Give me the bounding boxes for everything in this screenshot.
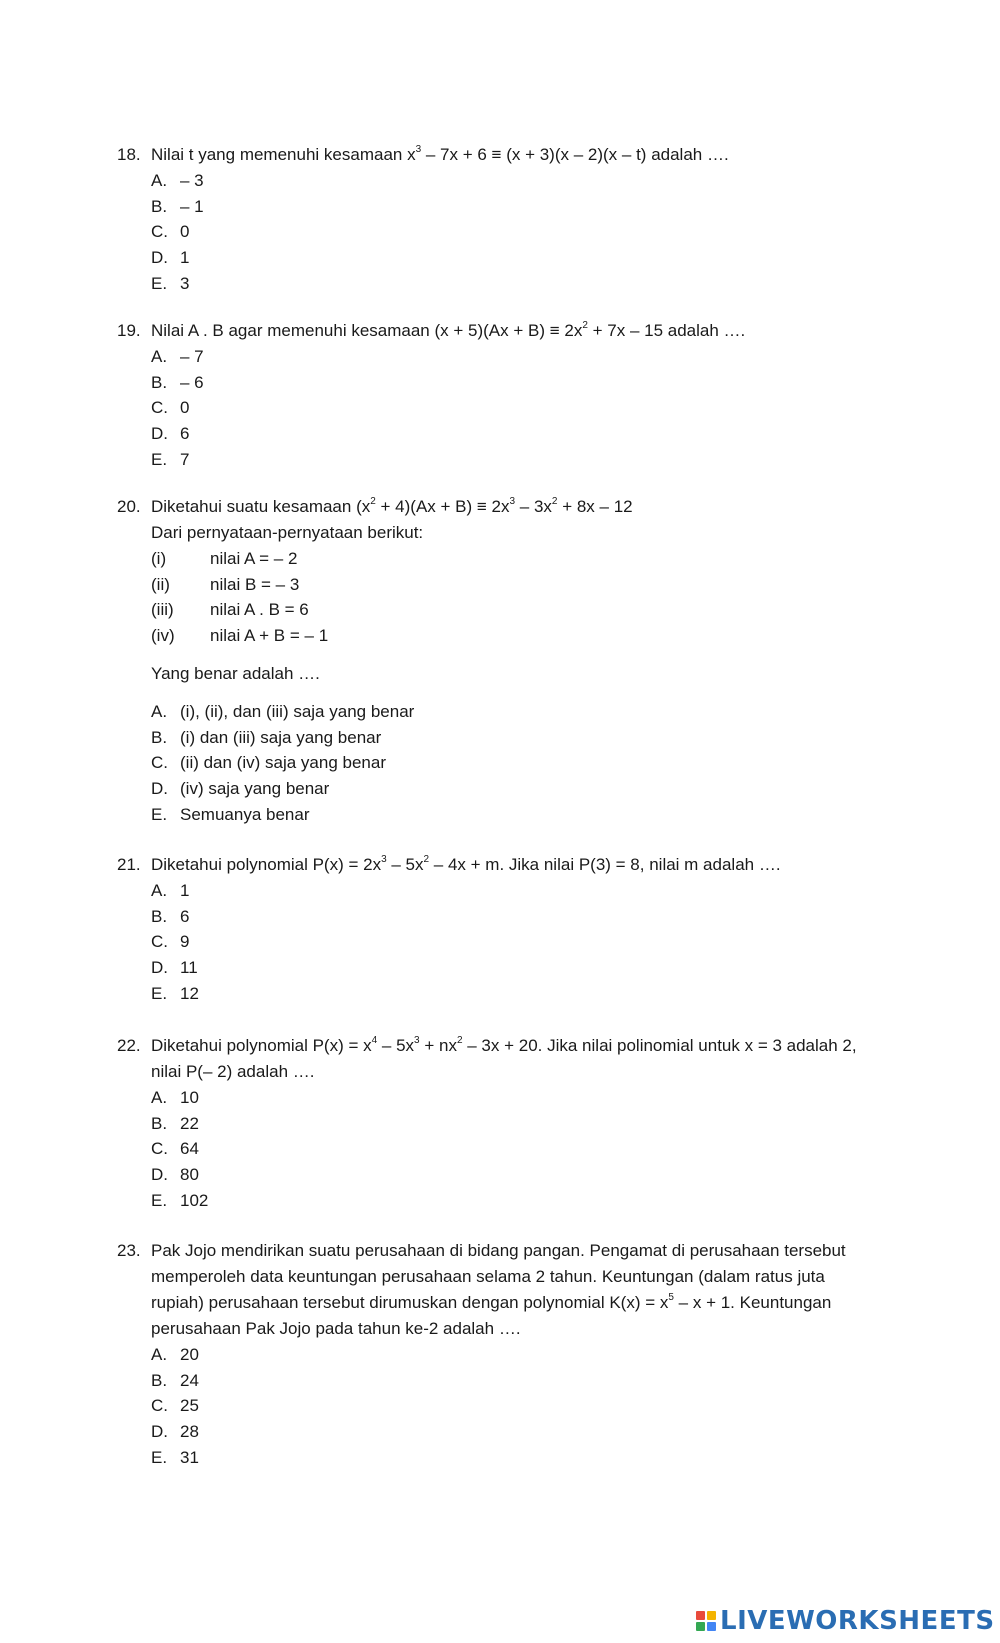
question-stem: Nilai t yang memenuhi kesamaan $x^3 - 7x + 6 \equiv (x + 3)(x - 2)(x - t)$ adalah …. [151, 144, 729, 164]
question-number: 21. [117, 855, 141, 874]
logo-text: LIVEWORKSHEETS [720, 1606, 995, 1636]
question-number: 22. [117, 1036, 141, 1055]
question-stem: Diketahui polynomial $P(x) = x^4 - 5x^3 + nx^2 - 3x + 20$. Jika nilai polinomial untuk x = 3 adalah 2, [151, 1035, 857, 1055]
option[interactable]: E. 7 [151, 449, 190, 469]
statement: (i) nilai A = – 2 [151, 549, 298, 568]
liveworksheets-grid-icon [696, 1611, 716, 1631]
option[interactable]: D. 6 [151, 424, 190, 444]
option[interactable]: A. 20 [151, 1345, 199, 1364]
option[interactable]: C. 64 [151, 1139, 199, 1159]
statement: (iv) nilai A + B = – 1 [151, 626, 329, 646]
option[interactable]: A. 1 [151, 881, 190, 900]
question-20 [117, 494, 907, 827]
option[interactable]: B. – 1 [151, 196, 204, 216]
question-23 [117, 1238, 907, 1471]
option[interactable]: B. 6 [151, 906, 190, 926]
question-stem: Pak Jojo mendirikan suatu perusahaan di bidang pangan. Pengamat di perusahaan tersebut [151, 1241, 846, 1260]
statement: (ii) nilai B = – 3 [151, 574, 300, 594]
option[interactable]: E. 3 [151, 273, 190, 293]
option[interactable]: B. 24 [151, 1370, 199, 1390]
option[interactable]: E. 12 [151, 983, 199, 1003]
option[interactable]: C. 0 [151, 222, 190, 242]
option[interactable]: D. (iv) saja yang benar [151, 778, 330, 798]
question-22 [117, 1033, 907, 1214]
option[interactable]: D. 28 [151, 1422, 199, 1442]
option[interactable]: D. 1 [151, 248, 190, 268]
question-stem-continued: nilai P(– 2) adalah …. [151, 1062, 315, 1081]
question-number: 20. [117, 497, 141, 516]
option[interactable]: E. Semuanya benar [151, 804, 310, 824]
option[interactable]: E. 102 [151, 1190, 209, 1210]
option[interactable]: B. 22 [151, 1113, 199, 1133]
question-number: 18. [117, 145, 141, 164]
option[interactable]: E. 31 [151, 1447, 199, 1467]
question-stem: perusahaan Pak Jojo pada tahun ke-2 adalah …. [151, 1319, 521, 1338]
option[interactable]: A. – 7 [151, 347, 204, 366]
statement: (iii) nilai A . B = 6 [151, 600, 309, 620]
question-18 [117, 142, 907, 297]
option[interactable]: C. 0 [151, 398, 190, 418]
question-stem: Diketahui polynomial $P(x) = 2x^3 - 5x^2 - 4x + m$. Jika nilai P(3) = 8, nilai m adalah …. [151, 854, 781, 874]
question-stem: rupiah) perusahaan tersebut dirumuskan dengan polynomial $K(x) = x^5 - x + 1$. Keuntungan [151, 1292, 832, 1312]
option[interactable]: D. 11 [151, 958, 198, 978]
question-stem: Diketahui suatu kesamaan $(x^2 + 4)(Ax + B) \equiv 2x^3 - 3x^2 + 8x - 12$ [151, 496, 633, 516]
option[interactable]: C. 25 [151, 1396, 199, 1416]
question-stem: Nilai A . B agar memenuhi kesamaan $(x + 5)(Ax + B) \equiv 2x^2 + 7x - 15$ adalah …. [151, 320, 746, 340]
option[interactable]: D. 80 [151, 1165, 199, 1185]
option[interactable]: A. (i), (ii), dan (iii) saja yang benar [151, 701, 415, 721]
question-prompt: Yang benar adalah …. [151, 663, 320, 683]
question-number: 19. [117, 321, 141, 340]
question-21 [117, 852, 907, 1007]
question-19 [117, 318, 907, 473]
option[interactable]: C. 9 [151, 932, 190, 952]
option[interactable]: B. (i) dan (iii) saja yang benar [151, 727, 382, 747]
liveworksheets-logo[interactable] [696, 1607, 995, 1635]
question-stem: memperoleh data keuntungan perusahaan selama 2 tahun. Keuntungan (dalam ratus juta [151, 1267, 825, 1286]
option[interactable]: B. – 6 [151, 372, 204, 392]
option[interactable]: A. – 3 [151, 171, 204, 190]
option[interactable]: A. 10 [151, 1088, 199, 1107]
question-intro: Dari pernyataan-pernyataan berikut: [151, 523, 424, 542]
question-number: 23. [117, 1241, 141, 1260]
option[interactable]: C. (ii) dan (iv) saja yang benar [151, 753, 386, 773]
